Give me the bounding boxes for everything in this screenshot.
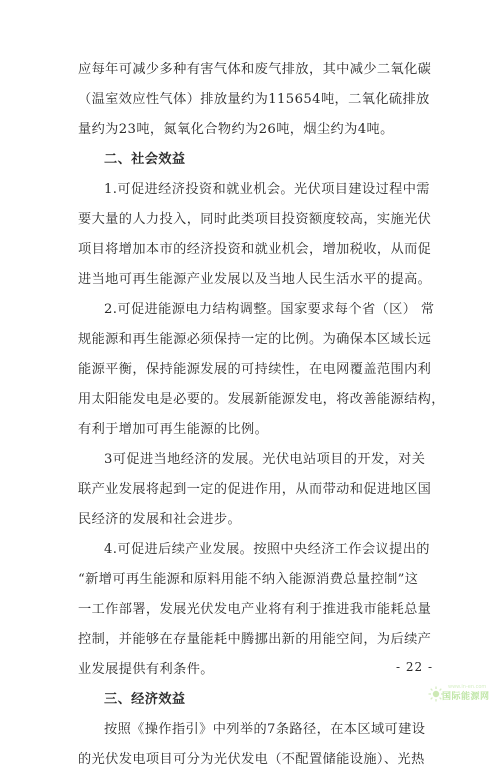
paragraph-line: 2.可促进能源电力结构调整。国家要求每个省（区） 常	[104, 302, 435, 317]
paragraph-line: 4.可促进后续产业发展。按照中央经济工作会议提出的	[104, 542, 430, 557]
watermark-text: 国际能源网	[442, 692, 490, 702]
paragraph-line: 联产业发展将起到一定的促进作用，从而带动和促进地区国	[78, 482, 432, 497]
paragraph-line: 量约为23吨，氮氧化合物约为26吨，烟尘约为4吨。	[78, 122, 394, 137]
section-heading-social-benefits: 二、社会效益	[104, 152, 186, 167]
paragraph-line: 进当地可再生能源产业发展以及当地人民生活水平的提高。	[78, 272, 432, 287]
watermark-url: www.in-en.com	[448, 684, 487, 690]
paragraph-line: 业发展提供有利条件。	[78, 662, 214, 677]
section-heading-economic-benefits: 三、经济效益	[104, 692, 186, 707]
paragraph-line: 用太阳能发电是必要的。发展新能源发电，将改善能源结构，	[78, 392, 445, 407]
paragraph-line: 控制，并能够在存量能耗中腾挪出新的用能空间，为后续产	[78, 632, 432, 647]
paragraph-line: “新增可再生能源和原料用能不纳入能源消费总量控制”这	[78, 572, 419, 587]
page-number: - 22 -	[396, 660, 434, 674]
paragraph-line: 民经济的发展和社会进步。	[78, 512, 242, 527]
paragraph-line: 项目将增加本市的经济投资和就业机会，增加税收，从而促	[78, 242, 432, 257]
paragraph-line: 要大量的人力投入，同时此类项目投资额度较高，实施光伏	[78, 212, 432, 227]
paragraph-line: 应每年可减少多种有害气体和废气排放，其中减少二氧化碳	[78, 62, 432, 77]
paragraph-line: （温室效应性气体）排放量约为115654吨，二氧化硫排放	[78, 92, 430, 107]
paragraph-line: 有利于增加可再生能源的比例。	[78, 422, 269, 437]
paragraph-line: 的光伏发电项目可分为光伏发电（不配置储能设施）、光热	[78, 752, 425, 767]
paragraph-line: 能源平衡，保持能源发展的可持续性，在电网覆盖范围内利	[78, 362, 432, 377]
paragraph-line: 1.可促进经济投资和就业机会。光伏项目建设过程中需	[104, 182, 430, 197]
paragraph-line: 规能源和再生能源必须保持一定的比例。为确保本区域长远	[78, 332, 432, 347]
paragraph-line: 3可促进当地经济的发展。光伏电站项目的开发，对关	[104, 452, 426, 467]
paragraph-line: 按照《操作指引》中列举的7条路径，在本区域可建设	[104, 722, 426, 737]
paragraph-line: 一工作部署，发展光伏发电产业将有利于推进我市能耗总量	[78, 602, 432, 617]
watermark-logo	[428, 684, 494, 702]
